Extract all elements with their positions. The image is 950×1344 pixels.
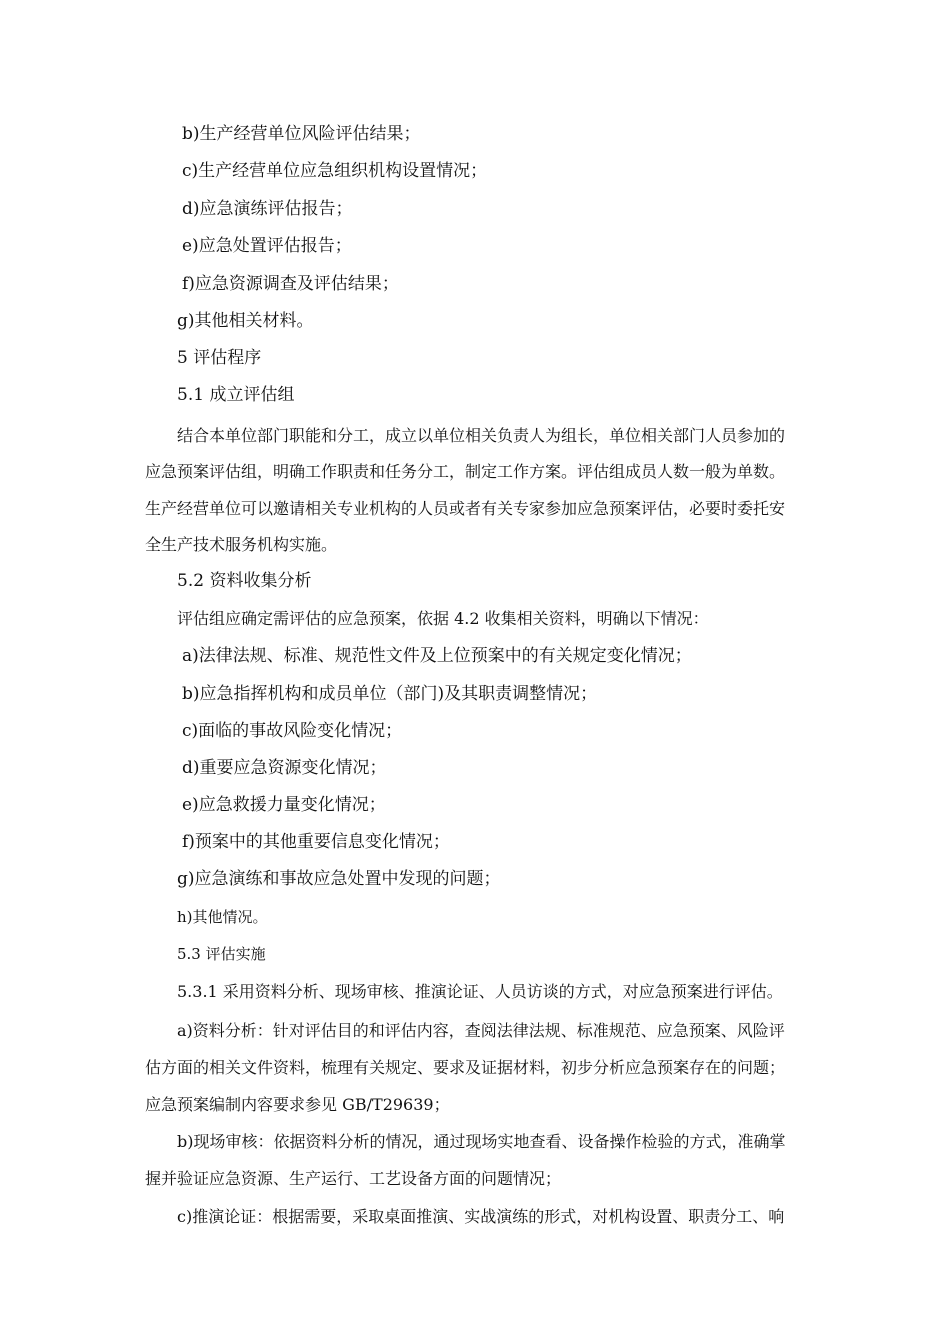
- paragraph-line: c)推演论证：根据需要，采取桌面推演、实战演练的形式，对机构设置、职责分工、响: [177, 1207, 785, 1226]
- paragraph-line: a)资料分析：针对评估目的和评估内容，查阅法律法规、标准规范、应急预案、风险评: [177, 1021, 785, 1040]
- section-heading: 5.2 资料收集分析: [177, 571, 312, 591]
- section-heading: 5 评估程序: [177, 348, 262, 368]
- paragraph-line: 生产经营单位可以邀请相关专业机构的人员或者有关专家参加应急预案评估，必要时委托安: [145, 499, 786, 518]
- list-item: h)其他情况。: [177, 908, 268, 926]
- paragraph-line: 全生产技术服务机构实施。: [145, 535, 338, 554]
- section-heading: 5.1 成立评估组: [177, 385, 295, 405]
- text-line: e)应急处置评估报告；: [182, 236, 352, 256]
- paragraph-line: 结合本单位部门职能和分工，成立以单位相关负责人为组长，单位相关部门人员参加的: [177, 426, 786, 445]
- text-line: b)生产经营单位风险评估结果；: [182, 124, 421, 144]
- paragraph-line: 应急预案评估组，明确工作职责和任务分工，制定工作方案。评估组成员人数一般为单数。: [145, 462, 786, 481]
- list-item: f)预案中的其他重要信息变化情况；: [182, 832, 450, 852]
- text-line: g)其他相关材料。: [177, 311, 314, 331]
- list-item: a)法律法规、标准、规范性文件及上位预案中的有关规定变化情况；: [182, 646, 692, 666]
- list-item: c)面临的事故风险变化情况；: [182, 721, 403, 741]
- text-line: f)应急资源调查及评估结果；: [182, 274, 399, 294]
- list-item: b)应急指挥机构和成员单位（部门)及其职责调整情况；: [182, 684, 598, 704]
- section-heading: 5.3 评估实施: [177, 945, 266, 963]
- text-line: d)应急演练评估报告；: [182, 199, 353, 219]
- paragraph-line: b)现场审核：依据资料分析的情况，通过现场实地查看、设备操作检验的方式，准确掌: [177, 1132, 786, 1151]
- text-line: c)生产经营单位应急组织机构设置情况；: [182, 161, 488, 181]
- list-item: g)应急演练和事故应急处置中发现的问题；: [177, 869, 501, 889]
- paragraph-line: 5.3.1 采用资料分析、现场审核、推演论证、人员访谈的方式，对应急预案进行评估。: [177, 982, 783, 1001]
- paragraph-line: 评估组应确定需评估的应急预案，依据 4.2 收集相关资料，明确以下情况：: [177, 609, 709, 628]
- list-item: d)重要应急资源变化情况；: [182, 758, 387, 778]
- paragraph-line: 估方面的相关文件资料，梳理有关规定、要求及证据材料，初步分析应急预案存在的问题；: [145, 1058, 786, 1077]
- list-item: e)应急救援力量变化情况；: [182, 795, 386, 815]
- paragraph-line: 握并验证应急资源、生产运行、工艺设备方面的问题情况；: [145, 1169, 562, 1188]
- paragraph-line: 应急预案编制内容要求参见 GB/T29639；: [145, 1095, 450, 1114]
